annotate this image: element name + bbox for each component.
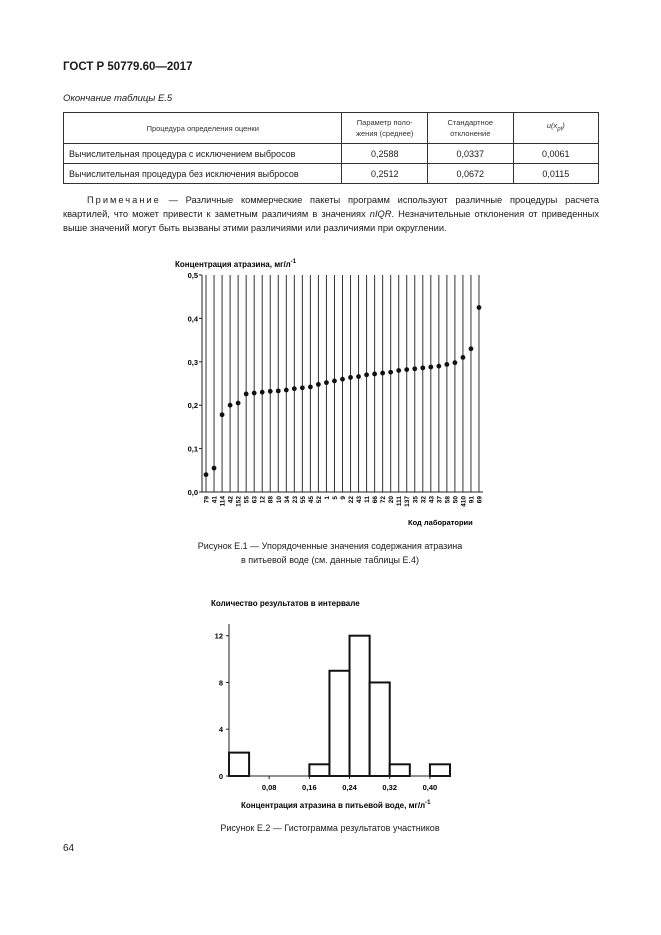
table-cell: Вычислительная процедура с исключением выбросов <box>64 144 342 164</box>
page-number: 64 <box>63 843 75 854</box>
chart1-point <box>420 365 425 370</box>
chart1-y-tick-label: 0,2 <box>187 401 198 411</box>
note-paragraph <box>63 193 599 235</box>
chart1-x-tick-label: 34 <box>283 496 291 504</box>
chart2-bar <box>350 636 370 776</box>
chart2-x-tick-label: 0,08 <box>261 783 277 792</box>
chart1-x-tick-label: 10 <box>275 496 283 504</box>
chart1-point <box>372 372 377 377</box>
chart1-point <box>396 368 401 373</box>
figure1-caption-line1: Рисунок Е.1 — Упорядоченные значения содержания атразина <box>197 541 463 551</box>
chart1-point <box>220 412 225 417</box>
figure1-caption <box>150 539 510 567</box>
note-text-emphasis: nIQR <box>369 209 392 219</box>
chart1-x-tick-label: 91 <box>468 496 476 504</box>
table-header-row <box>64 113 599 144</box>
chart1-x-tick-label: 79 <box>203 496 211 504</box>
chart2-y-tick-label: 4 <box>218 725 223 735</box>
table-cell: 0,0115 <box>513 164 598 184</box>
chart2-bars <box>229 636 450 776</box>
chart1-x-tick-label: 63 <box>251 496 259 504</box>
chart1-x-tick-label: 22 <box>348 496 356 504</box>
figure1-caption-line2: в питьевой воде (см. данные таблицы Е.4) <box>240 555 419 565</box>
table-cell: 0,0337 <box>427 144 513 164</box>
table-row <box>64 164 599 184</box>
chart1-point <box>332 378 337 383</box>
chart1-x-tick-label: 66 <box>372 496 380 504</box>
table-cell: 0,0061 <box>513 144 598 164</box>
chart1-point <box>444 362 449 367</box>
chart2-x-tick-label: 0,24 <box>342 783 357 792</box>
chart1-x-tick-label: 43 <box>356 496 364 504</box>
chart1-point <box>268 389 273 394</box>
chart1-point <box>469 346 474 351</box>
table-header-location: Параметр поло-жения (среднее) <box>342 113 427 144</box>
chart1-point <box>388 370 393 375</box>
chart2-x-ticks <box>262 776 437 792</box>
chart1-point <box>453 360 458 365</box>
chart1-x-tick-label: 35 <box>412 496 420 504</box>
chart1-y-tick-label: 0,3 <box>187 357 198 367</box>
chart1-point <box>348 375 353 380</box>
chart2-bar <box>370 682 390 776</box>
table-cell: 0,2512 <box>342 164 427 184</box>
chart1-point <box>236 401 241 406</box>
chart1-x-tick-label: 1 <box>323 496 331 500</box>
chart1-x-tick-label: 152 <box>235 496 243 507</box>
chart1-point <box>228 403 233 408</box>
ordered-values-chart <box>150 250 510 535</box>
chart1-x-tick-label: 11 <box>364 496 372 503</box>
chart1-point <box>324 380 329 385</box>
chart1-x-tick-label: 45 <box>307 496 315 504</box>
table-cell: Вычислительная процедура без исключения выбросов <box>64 164 342 184</box>
figure2-caption: Рисунок Е.2 — Гистограмма результатов участников <box>220 823 440 833</box>
table-cell: 0,2588 <box>342 144 427 164</box>
chart1-x-tick-label: 43 <box>428 496 436 504</box>
chart2-bar <box>309 764 329 776</box>
chart2-bar <box>430 764 450 776</box>
chart2-bar <box>329 671 349 776</box>
chart2-bar <box>229 753 249 776</box>
chart1-point <box>404 367 409 372</box>
chart1-y-tick-label: 0,0 <box>187 488 198 497</box>
chart1-point <box>356 374 361 379</box>
chart1-x-tick-label: 55 <box>243 496 251 504</box>
chart1-y-tick-label: 0,1 <box>187 444 198 454</box>
chart1-x-tick-label: 41 <box>211 496 219 504</box>
chart1-xlabel: Код лаборатории <box>408 518 473 527</box>
results-table <box>63 112 599 184</box>
chart1-x-tick-label: 32 <box>420 496 428 504</box>
chart1-x-tick-label: 111 <box>396 496 404 507</box>
chart2-y-tick-label: 12 <box>214 631 223 641</box>
table-caption: Окончание таблицы Е.5 <box>63 93 173 104</box>
chart1-point <box>204 472 209 477</box>
note-label: Примечание <box>87 195 161 205</box>
chart1-x-tick-labels <box>204 496 484 507</box>
chart1-vertical-lines <box>206 275 479 492</box>
chart1-point <box>260 390 265 395</box>
chart1-x-tick-label: 72 <box>380 496 388 504</box>
chart1-x-tick-label: 410 <box>460 496 468 507</box>
chart2-bar <box>390 764 410 776</box>
chart1-x-tick-label: 50 <box>452 496 460 504</box>
chart1-point <box>436 364 441 369</box>
table-row <box>64 144 599 164</box>
table-cell: 0,0672 <box>427 164 513 184</box>
chart1-x-tick-label: 23 <box>291 496 299 504</box>
chart1-x-tick-label: 69 <box>476 496 484 504</box>
histogram-chart <box>195 594 465 814</box>
chart1-x-tick-label: 37 <box>436 496 444 504</box>
chart2-y-tick-label: 0 <box>218 772 223 781</box>
chart2-y-ticks <box>215 632 229 781</box>
chart1-point <box>316 382 321 387</box>
chart1-x-tick-label: 42 <box>227 496 235 504</box>
table-header-stddev: Стандартное отклонение <box>427 113 513 144</box>
chart1-y-tick-label: 0,4 <box>187 314 198 324</box>
chart1-y-tick-label: 0,5 <box>187 271 198 280</box>
chart2-x-tick-label: 0,40 <box>422 783 438 792</box>
chart1-x-tick-label: 55 <box>299 496 307 504</box>
chart1-x-tick-label: 52 <box>315 496 323 504</box>
chart1-point <box>428 365 433 370</box>
chart2-xlabel: Концентрация атразина в питьевой воде, $мг/л^{-1}$ <box>241 800 431 810</box>
note-text-2: . Незначительные отклонения от приведенных выше значений могут быть вызваны этими различиями или различиями при округлении. <box>63 209 599 233</box>
chart1-point <box>380 371 385 376</box>
chart2-x-tick-label: 0,16 <box>302 783 317 792</box>
chart1-x-tick-label: 114 <box>219 496 227 507</box>
chart1-x-tick-label: 12 <box>259 496 267 504</box>
standard-title: ГОСТ Р 50779.60—2017 <box>63 61 193 73</box>
chart1-point <box>212 466 217 471</box>
chart1-x-tick-label: 20 <box>388 496 396 504</box>
chart1-x-tick-label: 58 <box>444 496 452 504</box>
chart1-y-ticks <box>188 271 202 497</box>
chart1-x-tick-label: 5 <box>331 496 339 500</box>
chart1-x-tick-label: 137 <box>404 496 412 507</box>
chart1-point <box>364 372 369 377</box>
chart1-x-tick-label: 9 <box>340 496 347 500</box>
uncertainty-subscript: pt <box>557 126 563 133</box>
table-header-procedure: Процедура определения оценки <box>64 113 342 144</box>
chart1-point <box>412 366 417 371</box>
chart2-ylabel: Количество результатов в интервале <box>211 599 360 608</box>
chart1-point <box>461 355 466 360</box>
chart1-ylabel: Концентрация атразина, $мг/л^{-1}$ <box>175 259 297 269</box>
chart1-point <box>300 385 305 390</box>
chart1-point <box>244 392 249 397</box>
chart1-point <box>477 305 482 310</box>
note-text-1: — Различные коммерческие пакеты программ используют различные процедуры расчета квартилей, что может привести к заметным различиям в значениях <box>63 195 599 219</box>
chart1-point <box>308 385 313 390</box>
chart1-point <box>252 391 257 396</box>
table-header-uncertainty: $u(x_{pt})$ <box>513 113 598 144</box>
chart1-point <box>292 386 297 391</box>
chart1-point <box>284 388 289 393</box>
chart2-x-tick-label: 0,32 <box>382 783 398 792</box>
chart1-point <box>340 377 345 382</box>
chart1-point <box>276 388 281 393</box>
chart1-x-tick-label: 88 <box>267 496 275 504</box>
chart2-y-tick-label: 8 <box>218 678 223 688</box>
